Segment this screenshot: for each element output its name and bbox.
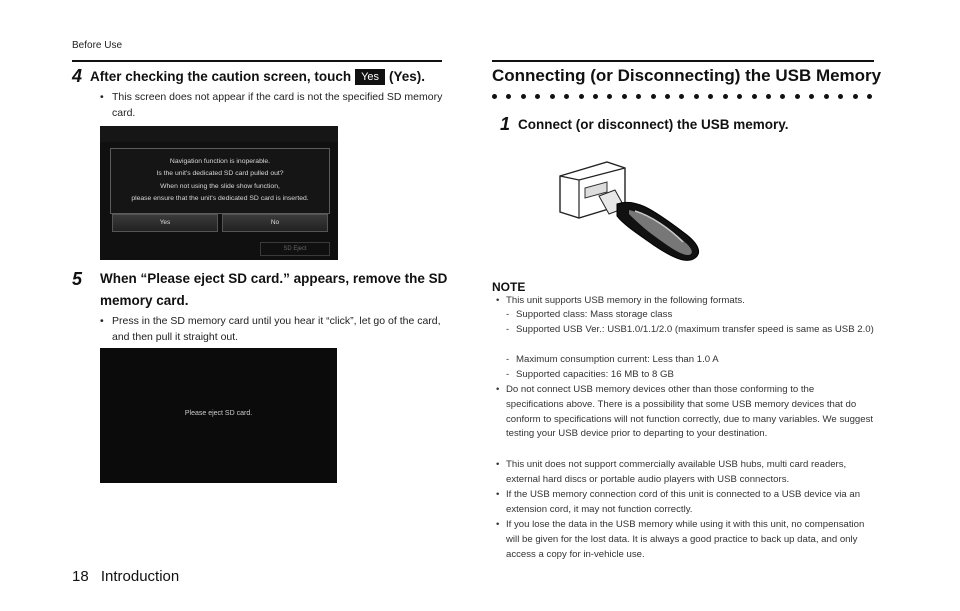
step-1-heading [500,114,789,135]
bullet-icon: • [100,315,104,327]
note-item: • If you lose the data in the USB memory while using it with this unit, no compensation will be given for the lost data. It is always a good practice to back up data, and only access a copy for in-vehicle use. [496,519,865,560]
header-rule-left [72,60,442,62]
step-number: 1 [500,114,511,134]
bullet-icon: • [496,519,500,530]
eject-sd-screenshot [100,348,337,483]
step-text: Connect (or disconnect) the USB memory. [518,117,789,132]
note-item: • This unit does not support commercially available USB hubs, multi card readers, external hard discs or portable audio players with USB connectors. [496,459,847,485]
note-sub-item: - Maximum consumption current: Less than 1.0 A [506,354,719,365]
screen-top-bar [100,126,338,142]
step-5-bullet: • Press in the SD memory card until you hear it “click”, let go of the card, and then pull it straight out. [100,315,441,343]
header-rule-right [492,60,874,62]
step-4-bullet: • This screen does not appear if the card is not the specified SD memory card. [100,91,443,119]
running-header: Before Use [72,40,123,51]
note-item: • Do not connect USB memory devices other than those conforming to the specifications above. There is a possibility that some USB memory devices that do conform to specifications will not function correctly, due to many variables. We suggest testing your USB device prior to departing to your destination. [496,384,874,440]
step-number: 5 [72,269,83,289]
bullet-icon: • [496,489,500,500]
step-4-heading [72,66,452,87]
bullet-icon: • [496,384,500,395]
eject-message: Please eject SD card. [184,410,253,417]
caution-screen-screenshot [100,126,338,260]
step-text: After checking the caution screen, touch [90,69,352,84]
step-text-suffix: (Yes). [389,69,426,84]
note-title: NOTE [492,280,526,294]
note-sub-item: - Supported capacities: 16 MB to 8 GB [506,369,674,380]
step-5-heading [72,268,452,312]
caution-dialog: Navigation function is inoperable. Is the unit's dedicated SD card pulled out? When not using the slide show function, please ensure that the unit's dedicated SD card is inserted. [110,148,330,214]
page-footer [72,568,179,585]
usb-memory-illustration [555,158,715,266]
bullet-icon: • [496,295,500,306]
bullet-icon: • [100,91,104,103]
dotted-rule [492,94,872,99]
bullet-icon: • [496,459,500,470]
sd-eject-button[interactable]: SD Eject [260,242,330,256]
step-text: When “Please eject SD card.” appears, remove the SD memory card. [100,271,448,308]
chapter-title: Introduction [100,568,180,585]
note-sub-item: - Supported class: Mass storage class [506,309,673,320]
note-item: • This unit supports USB memory in the following formats. [496,294,874,309]
usb-stick-icon [599,190,699,260]
dialog-no-button[interactable]: No [222,214,328,232]
step-number: 4 [72,66,83,86]
note-item: • If the USB memory connection cord of this unit is connected to a USB device via an extension cord, it may not function correctly. [496,489,861,515]
page-number: 18 [72,568,89,585]
note-sub-item: - Supported USB Ver.: USB1.0/1.1/2.0 (maximum transfer speed is same as USB 2.0) [506,324,874,335]
yes-button-chip: Yes [355,69,385,85]
dialog-yes-button[interactable]: Yes [112,214,218,232]
section-heading: Connecting (or Disconnecting) the USB Memory [492,66,882,85]
